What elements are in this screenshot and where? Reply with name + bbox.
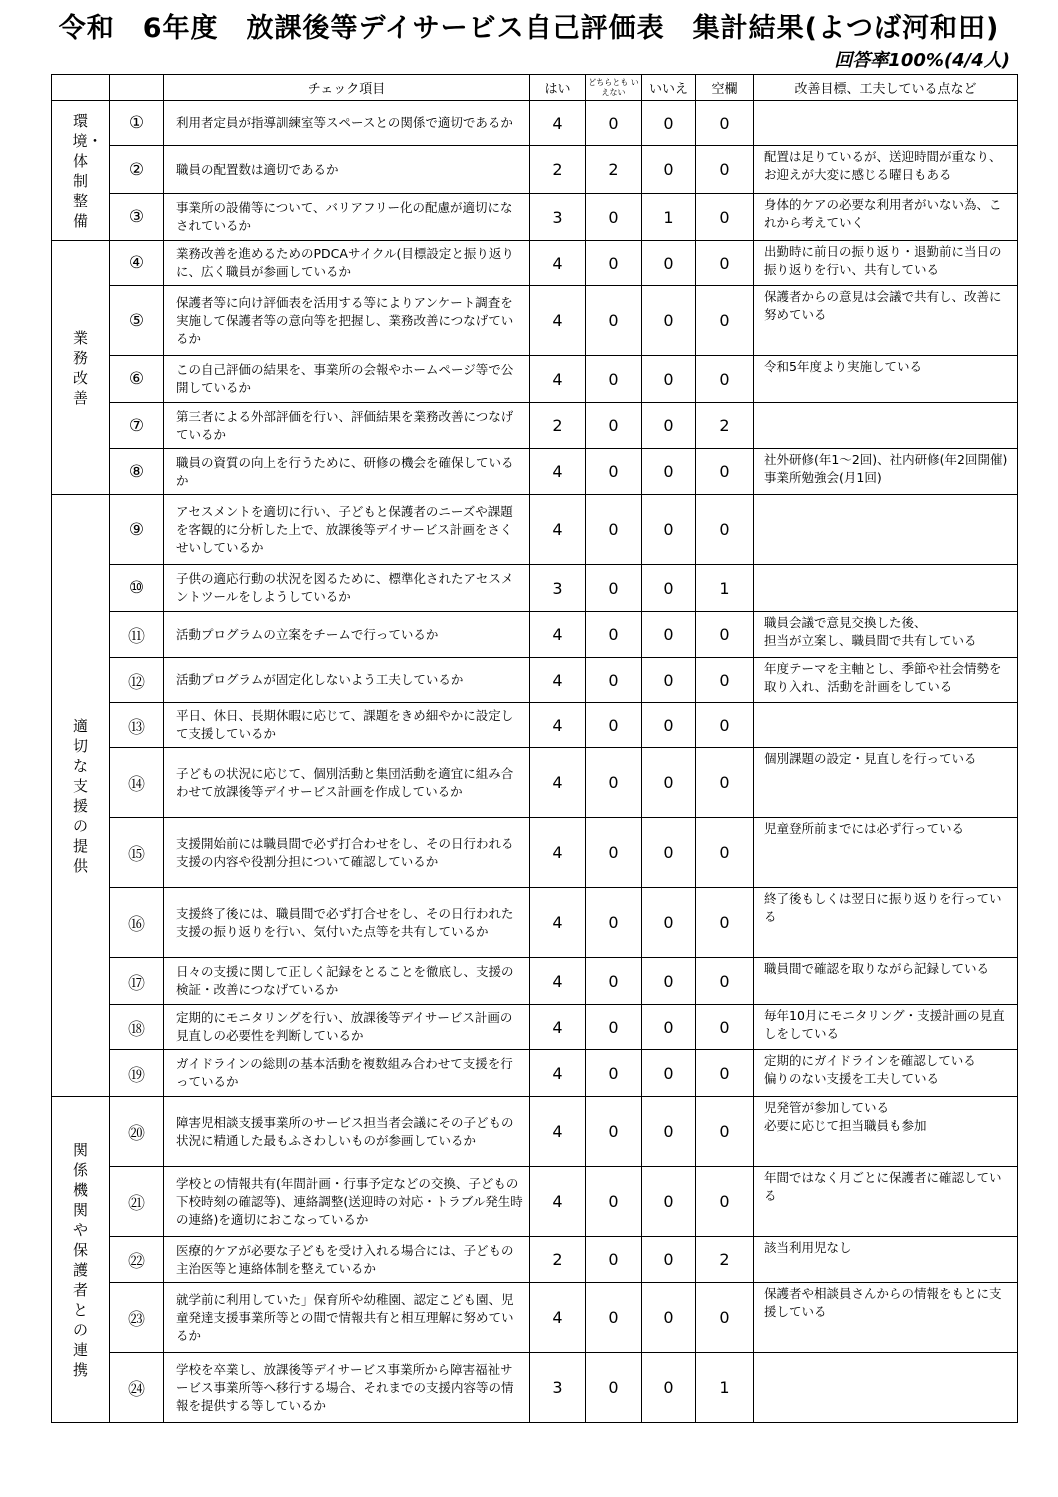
answer-yes: 3 <box>530 565 586 612</box>
answer-yes: 4 <box>530 101 586 146</box>
check-item: 支援開始前には職員間で必ず打合わせをし、その日行われる支援の内容や役割分担について確認しているか <box>164 818 530 888</box>
table-row <box>52 1050 1018 1097</box>
answer-neither: 2 <box>586 146 642 194</box>
answer-no: 0 <box>642 1283 696 1353</box>
answer-neither: 0 <box>586 356 642 403</box>
answer-yes: 4 <box>530 658 586 703</box>
answer-no: 0 <box>642 612 696 658</box>
table-row <box>52 495 1018 565</box>
item-number: ① <box>110 101 164 146</box>
answer-empty: 0 <box>696 958 754 1005</box>
category-cell <box>52 1097 110 1423</box>
header-empty: 空欄 <box>696 75 754 101</box>
improvement-note: 職員間で確認を取りながら記録している <box>754 958 1018 1005</box>
answer-yes: 4 <box>530 1005 586 1050</box>
check-item: ガイドラインの総則の基本活動を複数組み合わせて支援を行っているか <box>164 1050 530 1097</box>
item-number: ㉑ <box>110 1167 164 1237</box>
answer-yes: 4 <box>530 748 586 818</box>
category-label: 業務改善 <box>72 328 88 407</box>
improvement-note <box>754 1353 1018 1423</box>
item-number: ③ <box>110 194 164 241</box>
check-item: 事業所の設備等について、バリアフリー化の配慮が適切になされているか <box>164 194 530 241</box>
answer-yes: 2 <box>530 403 586 449</box>
answer-no: 0 <box>642 1005 696 1050</box>
answer-empty: 0 <box>696 241 754 286</box>
answer-neither: 0 <box>586 241 642 286</box>
table-row <box>52 565 1018 612</box>
category-label: 環境・体制整備 <box>72 111 103 230</box>
answer-empty: 0 <box>696 286 754 356</box>
table-row <box>52 1005 1018 1050</box>
answer-neither: 0 <box>586 1353 642 1423</box>
category-label: 適切な支援の提供 <box>72 716 88 875</box>
improvement-note: 終了後もしくは翌日に振り返りを行っている <box>754 888 1018 958</box>
answer-no: 0 <box>642 101 696 146</box>
item-number: ⑲ <box>110 1050 164 1097</box>
response-rate: 回答率100%(4/4人) <box>834 50 1010 71</box>
header-yes: はい <box>530 75 586 101</box>
table-row <box>52 101 1018 146</box>
item-number: ⑯ <box>110 888 164 958</box>
answer-empty: 0 <box>696 495 754 565</box>
answer-yes: 4 <box>530 1167 586 1237</box>
table-row <box>52 958 1018 1005</box>
item-number: ㉔ <box>110 1353 164 1423</box>
table-row <box>52 356 1018 403</box>
check-item: 活動プログラムが固定化しないよう工夫しているか <box>164 658 530 703</box>
check-item: 子供の適応行動の状況を図るために、標準化されたアセスメントツールをしようしているか <box>164 565 530 612</box>
check-item: 職員の配置数は適切であるか <box>164 146 530 194</box>
answer-neither: 0 <box>586 818 642 888</box>
improvement-note <box>754 703 1018 748</box>
answer-no: 0 <box>642 958 696 1005</box>
answer-empty: 0 <box>696 1005 754 1050</box>
header-number <box>110 75 164 101</box>
table-row <box>52 703 1018 748</box>
answer-no: 0 <box>642 1237 696 1283</box>
answer-empty: 0 <box>696 818 754 888</box>
header-no: いいえ <box>642 75 696 101</box>
answer-yes: 4 <box>530 1097 586 1167</box>
answer-neither: 0 <box>586 958 642 1005</box>
answer-empty: 0 <box>696 101 754 146</box>
improvement-note: 保護者や相談員さんからの情報をもとに支援している <box>754 1283 1018 1353</box>
header-note: 改善目標、工夫している点など <box>754 75 1018 101</box>
answer-yes: 4 <box>530 612 586 658</box>
improvement-note <box>754 101 1018 146</box>
header-category <box>52 75 110 101</box>
answer-neither: 0 <box>586 449 642 495</box>
page-title: 令和 6年度 放課後等デイサービス自己評価表 集計結果(よつば河和田) <box>58 13 1000 44</box>
improvement-note: 定期的にガイドラインを確認している 偏りのない支援を工夫している <box>754 1050 1018 1097</box>
header-neither: どちらとも いえない <box>586 75 642 101</box>
answer-yes: 4 <box>530 356 586 403</box>
answer-no: 0 <box>642 818 696 888</box>
answer-yes: 4 <box>530 703 586 748</box>
answer-neither: 0 <box>586 495 642 565</box>
improvement-note: 出勤時に前日の振り返り・退勤前に当日の振り返りを行い、共有している <box>754 241 1018 286</box>
item-number: ⑨ <box>110 495 164 565</box>
check-item: 業務改善を進めるためのPDCAサイクル(目標設定と振り返りに、広く職員が参画しているか <box>164 241 530 286</box>
item-number: ⑧ <box>110 449 164 495</box>
item-number: ⑳ <box>110 1097 164 1167</box>
item-number: ⑰ <box>110 958 164 1005</box>
answer-no: 0 <box>642 403 696 449</box>
table-row <box>52 194 1018 241</box>
answer-no: 0 <box>642 286 696 356</box>
answer-neither: 0 <box>586 612 642 658</box>
header-check-item: チェック項目 <box>164 75 530 101</box>
answer-neither: 0 <box>586 888 642 958</box>
check-item: 定期的にモニタリングを行い、放課後等デイサービス計画の見直しの必要性を判断しているか <box>164 1005 530 1050</box>
answer-neither: 0 <box>586 1005 642 1050</box>
answer-no: 0 <box>642 1050 696 1097</box>
table-row <box>52 1097 1018 1167</box>
check-item: 日々の支援に関して正しく記録をとることを徹底し、支援の検証・改善につなげているか <box>164 958 530 1005</box>
item-number: ⑬ <box>110 703 164 748</box>
check-item: 利用者定員が指導訓練室等スペースとの関係で適切であるか <box>164 101 530 146</box>
answer-yes: 4 <box>530 818 586 888</box>
answer-no: 0 <box>642 888 696 958</box>
table-row <box>52 1283 1018 1353</box>
table-row <box>52 403 1018 449</box>
item-number: ⑭ <box>110 748 164 818</box>
improvement-note: 児童登所前までには必ず行っている <box>754 818 1018 888</box>
improvement-note: 年間ではなく月ごとに保護者に確認している <box>754 1167 1018 1237</box>
answer-empty: 0 <box>696 1050 754 1097</box>
answer-yes: 4 <box>530 1283 586 1353</box>
answer-empty: 0 <box>696 703 754 748</box>
answer-neither: 0 <box>586 1097 642 1167</box>
answer-neither: 0 <box>586 748 642 818</box>
answer-empty: 0 <box>696 658 754 703</box>
check-item: 子どもの状況に応じて、個別活動と集団活動を適宜に組み合わせて放課後等デイサービス計画を作成しているか <box>164 748 530 818</box>
answer-neither: 0 <box>586 1283 642 1353</box>
table-row <box>52 286 1018 356</box>
table-row <box>52 241 1018 286</box>
answer-neither: 0 <box>586 1050 642 1097</box>
answer-no: 0 <box>642 1167 696 1237</box>
answer-no: 0 <box>642 1353 696 1423</box>
header-row <box>52 75 1018 101</box>
answer-yes: 4 <box>530 495 586 565</box>
check-item: 第三者による外部評価を行い、評価結果を業務改善につなげているか <box>164 403 530 449</box>
answer-yes: 4 <box>530 1050 586 1097</box>
answer-empty: 1 <box>696 1353 754 1423</box>
improvement-note <box>754 565 1018 612</box>
improvement-note <box>754 403 1018 449</box>
answer-neither: 0 <box>586 1237 642 1283</box>
improvement-note <box>754 495 1018 565</box>
answer-empty: 0 <box>696 356 754 403</box>
item-number: ⑫ <box>110 658 164 703</box>
answer-neither: 0 <box>586 101 642 146</box>
answer-no: 0 <box>642 495 696 565</box>
answer-neither: 0 <box>586 1167 642 1237</box>
answer-empty: 0 <box>696 146 754 194</box>
check-item: 学校との情報共有(年間計画・行事予定などの交換、子どもの下校時刻の確認等)、連絡調整(送迎時の対応・トラブル発生時の連絡)を適切におこなっているか <box>164 1167 530 1237</box>
item-number: ⑥ <box>110 356 164 403</box>
check-item: 就学前に利用していた」保育所や幼稚園、認定こども園、児童発達支援事業所等との間で情報共有と相互理解に努めているか <box>164 1283 530 1353</box>
category-cell <box>52 495 110 1097</box>
improvement-note: 年度テーマを主軸とし、季節や社会情勢を取り入れ、活動を計画をしている <box>754 658 1018 703</box>
improvement-note: 毎年10月にモニタリング・支援計画の見直しをしている <box>754 1005 1018 1050</box>
answer-empty: 0 <box>696 449 754 495</box>
answer-yes: 2 <box>530 146 586 194</box>
improvement-note: 令和5年度より実施している <box>754 356 1018 403</box>
answer-yes: 4 <box>530 286 586 356</box>
table-row <box>52 1353 1018 1423</box>
answer-no: 1 <box>642 194 696 241</box>
item-number: ⑮ <box>110 818 164 888</box>
answer-no: 0 <box>642 356 696 403</box>
answer-neither: 0 <box>586 194 642 241</box>
improvement-note: 社外研修(年1〜2回)、社内研修(年2回開催) 事業所勉強会(月1回) <box>754 449 1018 495</box>
category-label: 関係機関や保護者との連携 <box>72 1140 88 1379</box>
answer-no: 0 <box>642 658 696 703</box>
item-number: ⑪ <box>110 612 164 658</box>
improvement-note: 職員会議で意見交換した後、 担当が立案し、職員間で共有している <box>754 612 1018 658</box>
answer-no: 0 <box>642 241 696 286</box>
table-row <box>52 612 1018 658</box>
improvement-note: 身体的ケアの必要な利用者がいない為、これから考えていく <box>754 194 1018 241</box>
answer-yes: 4 <box>530 449 586 495</box>
answer-empty: 0 <box>696 1283 754 1353</box>
answer-empty: 0 <box>696 612 754 658</box>
answer-neither: 0 <box>586 658 642 703</box>
answer-yes: 2 <box>530 1237 586 1283</box>
answer-empty: 1 <box>696 565 754 612</box>
category-cell <box>52 101 110 241</box>
answer-yes: 4 <box>530 958 586 1005</box>
table-row <box>52 818 1018 888</box>
item-number: ㉓ <box>110 1283 164 1353</box>
answer-empty: 0 <box>696 1167 754 1237</box>
item-number: ⑤ <box>110 286 164 356</box>
improvement-note: 個別課題の設定・見直しを行っている <box>754 748 1018 818</box>
item-number: ⑩ <box>110 565 164 612</box>
answer-no: 0 <box>642 1097 696 1167</box>
improvement-note: 児発管が参加している 必要に応じて担当職員も参加 <box>754 1097 1018 1167</box>
answer-neither: 0 <box>586 403 642 449</box>
table-row <box>52 1167 1018 1237</box>
evaluation-table <box>51 74 1018 1423</box>
check-item: 支援終了後には、職員間で必ず打合せをし、その日行われた支援の振り返りを行い、気付いた点等を共有しているか <box>164 888 530 958</box>
check-item: 医療的ケアが必要な子どもを受け入れる場合には、子どもの主治医等と連絡体制を整えているか <box>164 1237 530 1283</box>
item-number: ㉒ <box>110 1237 164 1283</box>
item-number: ④ <box>110 241 164 286</box>
answer-neither: 0 <box>586 703 642 748</box>
answer-empty: 2 <box>696 403 754 449</box>
table-row <box>52 146 1018 194</box>
answer-no: 0 <box>642 146 696 194</box>
answer-no: 0 <box>642 449 696 495</box>
answer-yes: 4 <box>530 888 586 958</box>
improvement-note: 保護者からの意見は会議で共有し、改善に努めている <box>754 286 1018 356</box>
item-number: ⑱ <box>110 1005 164 1050</box>
improvement-note: 配置は足りているが、送迎時間が重なり、お迎えが大変に感じる曜日もある <box>754 146 1018 194</box>
table-row <box>52 888 1018 958</box>
answer-empty: 2 <box>696 1237 754 1283</box>
check-item: 活動プログラムの立案をチームで行っているか <box>164 612 530 658</box>
answer-no: 0 <box>642 703 696 748</box>
item-number: ② <box>110 146 164 194</box>
table-row <box>52 1237 1018 1283</box>
table-row <box>52 449 1018 495</box>
check-item: 職員の資質の向上を行うために、研修の機会を確保しているか <box>164 449 530 495</box>
check-item: 障害児相談支援事業所のサービス担当者会議にその子どもの状況に精通した最もふさわしいものが参画しているか <box>164 1097 530 1167</box>
answer-neither: 0 <box>586 565 642 612</box>
answer-no: 0 <box>642 748 696 818</box>
answer-no: 0 <box>642 565 696 612</box>
answer-yes: 4 <box>530 241 586 286</box>
table-row <box>52 748 1018 818</box>
check-item: 平日、休日、長期休暇に応じて、課題をきめ細やかに設定して支援しているか <box>164 703 530 748</box>
answer-empty: 0 <box>696 194 754 241</box>
check-item: この自己評価の結果を、事業所の会報やホームページ等で公開しているか <box>164 356 530 403</box>
answer-neither: 0 <box>586 286 642 356</box>
improvement-note: 該当利用児なし <box>754 1237 1018 1283</box>
answer-empty: 0 <box>696 888 754 958</box>
table-row <box>52 658 1018 703</box>
answer-yes: 3 <box>530 194 586 241</box>
item-number: ⑦ <box>110 403 164 449</box>
category-cell <box>52 241 110 495</box>
check-item: 学校を卒業し、放課後等デイサービス事業所から障害福祉サービス事業所等へ移行する場合、それまでの支援内容等の情報を提供する等しているか <box>164 1353 530 1423</box>
check-item: アセスメントを適切に行い、子どもと保護者のニーズや課題を客観的に分析した上で、放課後等デイサービス計画をさくせいしているか <box>164 495 530 565</box>
answer-yes: 3 <box>530 1353 586 1423</box>
answer-empty: 0 <box>696 1097 754 1167</box>
answer-empty: 0 <box>696 748 754 818</box>
check-item: 保護者等に向け評価表を活用する等によりアンケート調査を実施して保護者等の意向等を把握し、業務改善につなげているか <box>164 286 530 356</box>
